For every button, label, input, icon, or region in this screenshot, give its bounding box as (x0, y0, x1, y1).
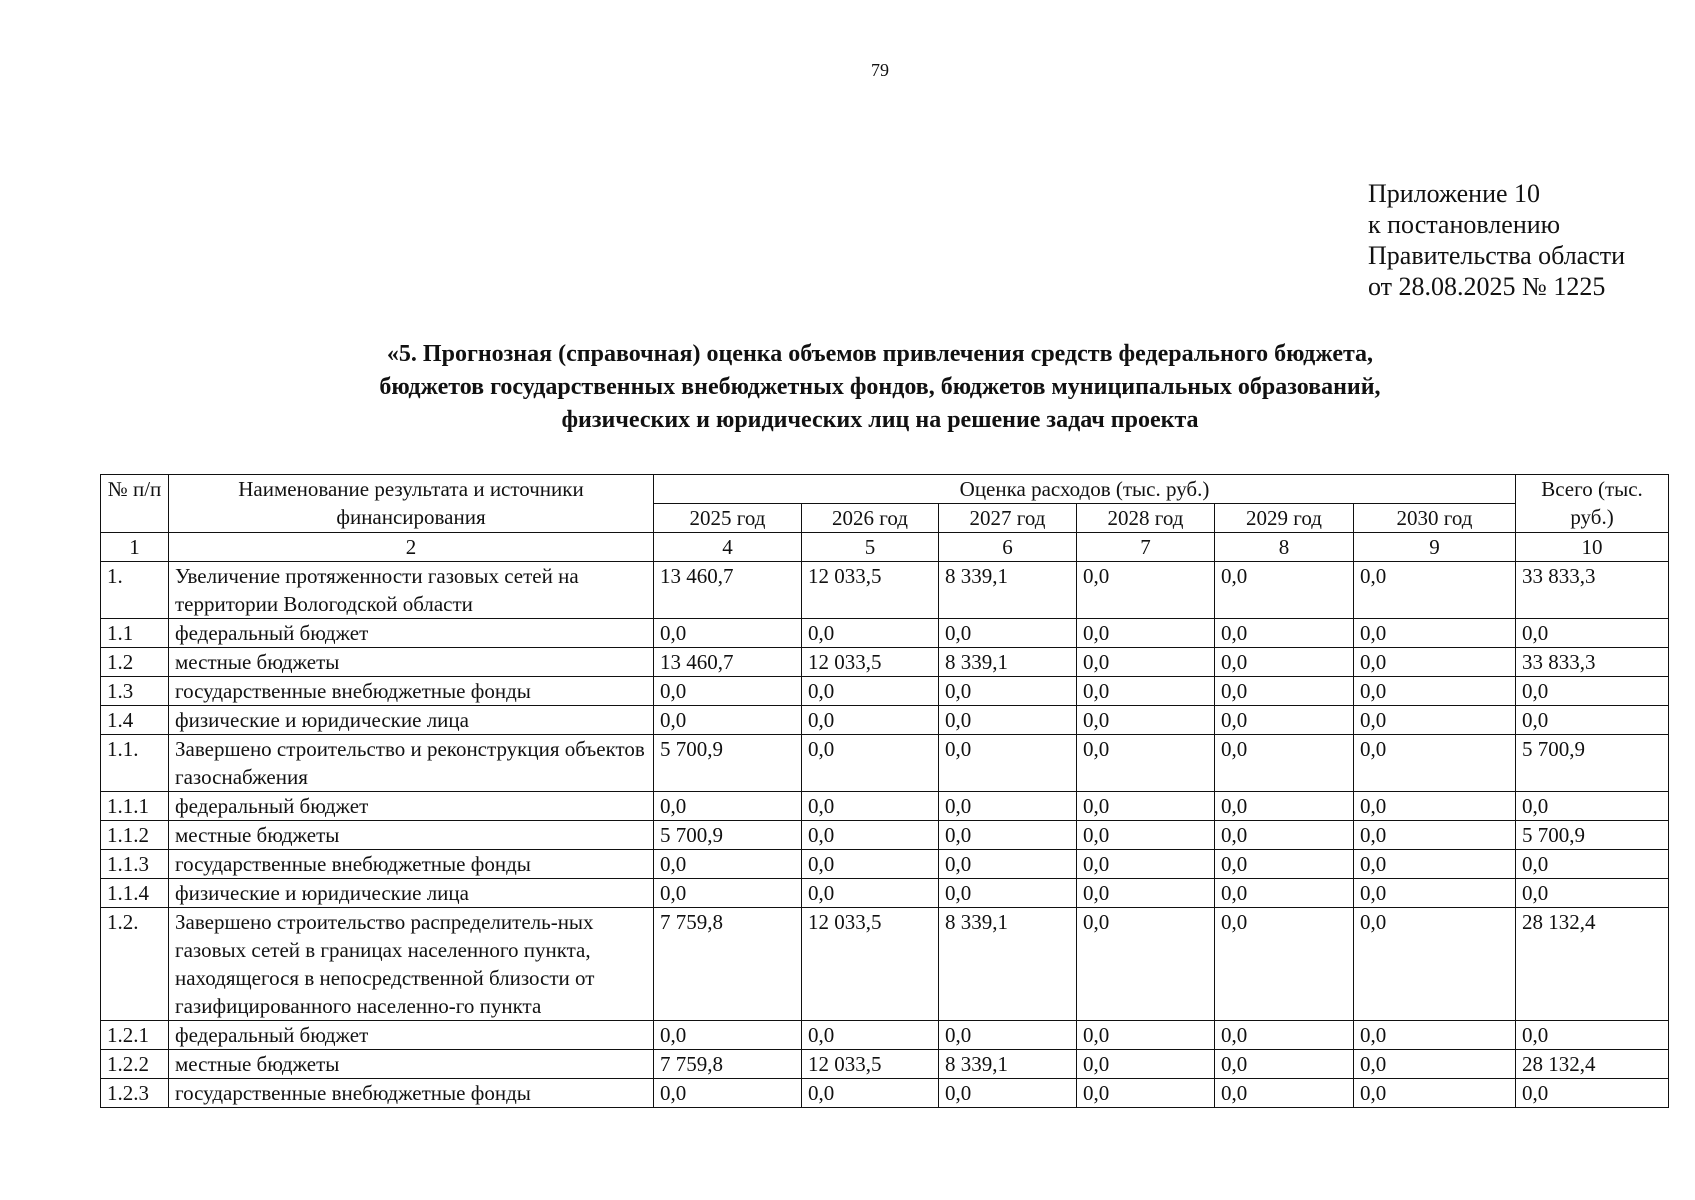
row-value: 0,0 (1215, 619, 1354, 648)
table-row (101, 619, 1669, 648)
table-row (101, 821, 1669, 850)
row-value: 7 759,8 (654, 1050, 802, 1079)
row-total: 28 132,4 (1516, 1050, 1669, 1079)
appendix-line-3: Правительства области (1368, 241, 1626, 270)
row-number: 1.2 (101, 648, 169, 677)
row-value: 0,0 (939, 735, 1077, 792)
row-value: 0,0 (1215, 1050, 1354, 1079)
row-value: 0,0 (1077, 1079, 1215, 1108)
row-value: 0,0 (1077, 1050, 1215, 1079)
title-line-1: «5. Прогнозная (справочная) оценка объемов привлечения средств федерального бюджета, (386, 341, 1374, 367)
column-number: 4 (654, 533, 802, 562)
row-total: 0,0 (1516, 792, 1669, 821)
row-value: 0,0 (1354, 821, 1516, 850)
row-value: 0,0 (802, 821, 939, 850)
row-value: 0,0 (939, 706, 1077, 735)
row-name: федеральный бюджет (169, 1021, 654, 1050)
row-name: местные бюджеты (169, 648, 654, 677)
row-value: 0,0 (1077, 735, 1215, 792)
row-value: 0,0 (654, 1079, 802, 1108)
row-value: 0,0 (1354, 706, 1516, 735)
header-year: 2029 год (1215, 504, 1354, 533)
row-value: 5 700,9 (654, 821, 802, 850)
table-row (101, 562, 1669, 619)
table-row (101, 677, 1669, 706)
row-name: государственные внебюджетные фонды (169, 1079, 654, 1108)
row-total: 0,0 (1516, 1021, 1669, 1050)
row-value: 0,0 (654, 619, 802, 648)
page-number: 79 (871, 60, 889, 80)
row-name: государственные внебюджетные фонды (169, 850, 654, 879)
row-value: 0,0 (654, 1021, 802, 1050)
row-value: 0,0 (1077, 619, 1215, 648)
row-total: 0,0 (1516, 619, 1669, 648)
row-value: 0,0 (1215, 1021, 1354, 1050)
row-value: 8 339,1 (939, 648, 1077, 677)
row-value: 0,0 (1354, 648, 1516, 677)
row-value: 0,0 (654, 792, 802, 821)
row-name: Завершено строительство распределитель-ных газовых сетей в границах населенного пункта, находящегося в непосредственной близости от газифицированного населенно-го пункта (169, 908, 654, 1021)
column-number: 5 (802, 533, 939, 562)
row-value: 0,0 (1215, 677, 1354, 706)
header-name: Наименование результата и источники финансирования (169, 475, 654, 533)
row-number: 1.1.4 (101, 879, 169, 908)
row-value: 0,0 (1077, 908, 1215, 1021)
row-value: 0,0 (939, 792, 1077, 821)
row-total: 0,0 (1516, 850, 1669, 879)
row-value: 8 339,1 (939, 562, 1077, 619)
table-row (101, 792, 1669, 821)
row-value: 0,0 (1077, 879, 1215, 908)
row-name: физические и юридические лица (169, 706, 654, 735)
row-value: 0,0 (802, 677, 939, 706)
row-number: 1.2.2 (101, 1050, 169, 1079)
row-value: 0,0 (1354, 850, 1516, 879)
row-number: 1.1 (101, 619, 169, 648)
appendix-line-1: Приложение 10 (1368, 179, 1541, 208)
row-number: 1.4 (101, 706, 169, 735)
row-value: 12 033,5 (802, 1050, 939, 1079)
column-number: 10 (1516, 533, 1669, 562)
row-value: 0,0 (654, 677, 802, 706)
header-year: 2025 год (654, 504, 802, 533)
row-number: 1.2. (101, 908, 169, 1021)
row-value: 12 033,5 (802, 908, 939, 1021)
row-number: 1.2.3 (101, 1079, 169, 1108)
column-number: 1 (101, 533, 169, 562)
row-value: 0,0 (802, 879, 939, 908)
row-value: 0,0 (939, 821, 1077, 850)
row-total: 0,0 (1516, 1079, 1669, 1108)
row-value: 0,0 (1354, 908, 1516, 1021)
row-value: 0,0 (1215, 879, 1354, 908)
row-value: 0,0 (1077, 850, 1215, 879)
row-value: 8 339,1 (939, 908, 1077, 1021)
row-value: 0,0 (1215, 792, 1354, 821)
row-name: Увеличение протяженности газовых сетей на территории Вологодской области (169, 562, 654, 619)
header-estimate: Оценка расходов (тыс. руб.) (654, 475, 1516, 504)
row-value: 0,0 (802, 706, 939, 735)
row-total: 5 700,9 (1516, 821, 1669, 850)
row-value: 0,0 (1354, 792, 1516, 821)
header-row-1 (101, 475, 1669, 504)
row-value: 0,0 (802, 1079, 939, 1108)
row-value: 0,0 (1215, 821, 1354, 850)
row-total: 33 833,3 (1516, 562, 1669, 619)
row-value: 13 460,7 (654, 648, 802, 677)
row-value: 0,0 (1215, 562, 1354, 619)
row-value: 0,0 (1215, 908, 1354, 1021)
row-value: 0,0 (1077, 648, 1215, 677)
row-total: 5 700,9 (1516, 735, 1669, 792)
row-number: 1.1.3 (101, 850, 169, 879)
header-year: 2030 год (1354, 504, 1516, 533)
row-value: 12 033,5 (802, 562, 939, 619)
row-total: 0,0 (1516, 879, 1669, 908)
row-value: 0,0 (1077, 706, 1215, 735)
row-value: 0,0 (802, 850, 939, 879)
row-value: 0,0 (1354, 1050, 1516, 1079)
row-value: 0,0 (939, 1021, 1077, 1050)
row-number: 1. (101, 562, 169, 619)
row-name: федеральный бюджет (169, 792, 654, 821)
table-row (101, 735, 1669, 792)
table-row (101, 648, 1669, 677)
row-number: 1.1.1 (101, 792, 169, 821)
row-value: 0,0 (1215, 706, 1354, 735)
row-value: 0,0 (802, 619, 939, 648)
header-year: 2027 год (939, 504, 1077, 533)
row-value: 0,0 (802, 1021, 939, 1050)
column-number: 6 (939, 533, 1077, 562)
row-value: 0,0 (1354, 735, 1516, 792)
column-number: 9 (1354, 533, 1516, 562)
header-year: 2026 год (802, 504, 939, 533)
column-number: 8 (1215, 533, 1354, 562)
table-row (101, 850, 1669, 879)
row-value: 0,0 (939, 1079, 1077, 1108)
row-name: физические и юридические лица (169, 879, 654, 908)
appendix-line-4: от 28.08.2025 № 1225 (1368, 272, 1606, 301)
row-value: 0,0 (654, 706, 802, 735)
table-row (101, 908, 1669, 1021)
row-total: 33 833,3 (1516, 648, 1669, 677)
row-number: 1.1. (101, 735, 169, 792)
header-total: Всего (тыс. руб.) (1516, 475, 1669, 533)
column-number: 7 (1077, 533, 1215, 562)
row-value: 0,0 (1354, 562, 1516, 619)
row-value: 0,0 (1354, 1079, 1516, 1108)
title-line-2: бюджетов государственных внебюджетных фондов, бюджетов муниципальных образований, (379, 374, 1381, 400)
table-body (101, 562, 1669, 1108)
row-value: 0,0 (939, 619, 1077, 648)
row-value: 0,0 (654, 850, 802, 879)
row-value: 0,0 (939, 677, 1077, 706)
row-value: 0,0 (1215, 1079, 1354, 1108)
row-value: 0,0 (802, 792, 939, 821)
row-value: 0,0 (1215, 735, 1354, 792)
row-value: 0,0 (939, 879, 1077, 908)
row-name: федеральный бюджет (169, 619, 654, 648)
row-name: местные бюджеты (169, 821, 654, 850)
column-number: 2 (169, 533, 654, 562)
row-value: 0,0 (939, 850, 1077, 879)
header-year: 2028 год (1077, 504, 1215, 533)
row-value: 12 033,5 (802, 648, 939, 677)
row-value: 7 759,8 (654, 908, 802, 1021)
row-value: 13 460,7 (654, 562, 802, 619)
appendix-line-2: к постановлению (1368, 210, 1561, 239)
row-value: 0,0 (1077, 1021, 1215, 1050)
funding-table (100, 474, 1669, 1108)
row-value: 0,0 (802, 735, 939, 792)
row-value: 0,0 (1215, 850, 1354, 879)
row-value: 0,0 (1077, 562, 1215, 619)
row-total: 28 132,4 (1516, 908, 1669, 1021)
title-line-3: физических и юридических лиц на решение задач проекта (561, 407, 1199, 433)
row-value: 5 700,9 (654, 735, 802, 792)
row-name: Завершено строительство и реконструкция объектов газоснабжения (169, 735, 654, 792)
row-value: 0,0 (1354, 619, 1516, 648)
row-number: 1.3 (101, 677, 169, 706)
row-number: 1.1.2 (101, 821, 169, 850)
row-name: местные бюджеты (169, 1050, 654, 1079)
row-value: 0,0 (1215, 648, 1354, 677)
row-value: 0,0 (1354, 677, 1516, 706)
row-total: 0,0 (1516, 706, 1669, 735)
row-name: государственные внебюджетные фонды (169, 677, 654, 706)
table-row (101, 1021, 1669, 1050)
row-value: 0,0 (1354, 1021, 1516, 1050)
table-row (101, 879, 1669, 908)
row-total: 0,0 (1516, 677, 1669, 706)
table-row (101, 706, 1669, 735)
row-value: 0,0 (1354, 879, 1516, 908)
row-value: 0,0 (1077, 821, 1215, 850)
row-value: 8 339,1 (939, 1050, 1077, 1079)
appendix-note (1368, 178, 1625, 302)
table-row (101, 1050, 1669, 1079)
document-title (200, 338, 1560, 437)
column-number-row (101, 533, 1669, 562)
row-number: 1.2.1 (101, 1021, 169, 1050)
row-value: 0,0 (1077, 792, 1215, 821)
row-value: 0,0 (654, 879, 802, 908)
header-num: № п/п (101, 475, 169, 533)
row-value: 0,0 (1077, 677, 1215, 706)
table-row (101, 1079, 1669, 1108)
